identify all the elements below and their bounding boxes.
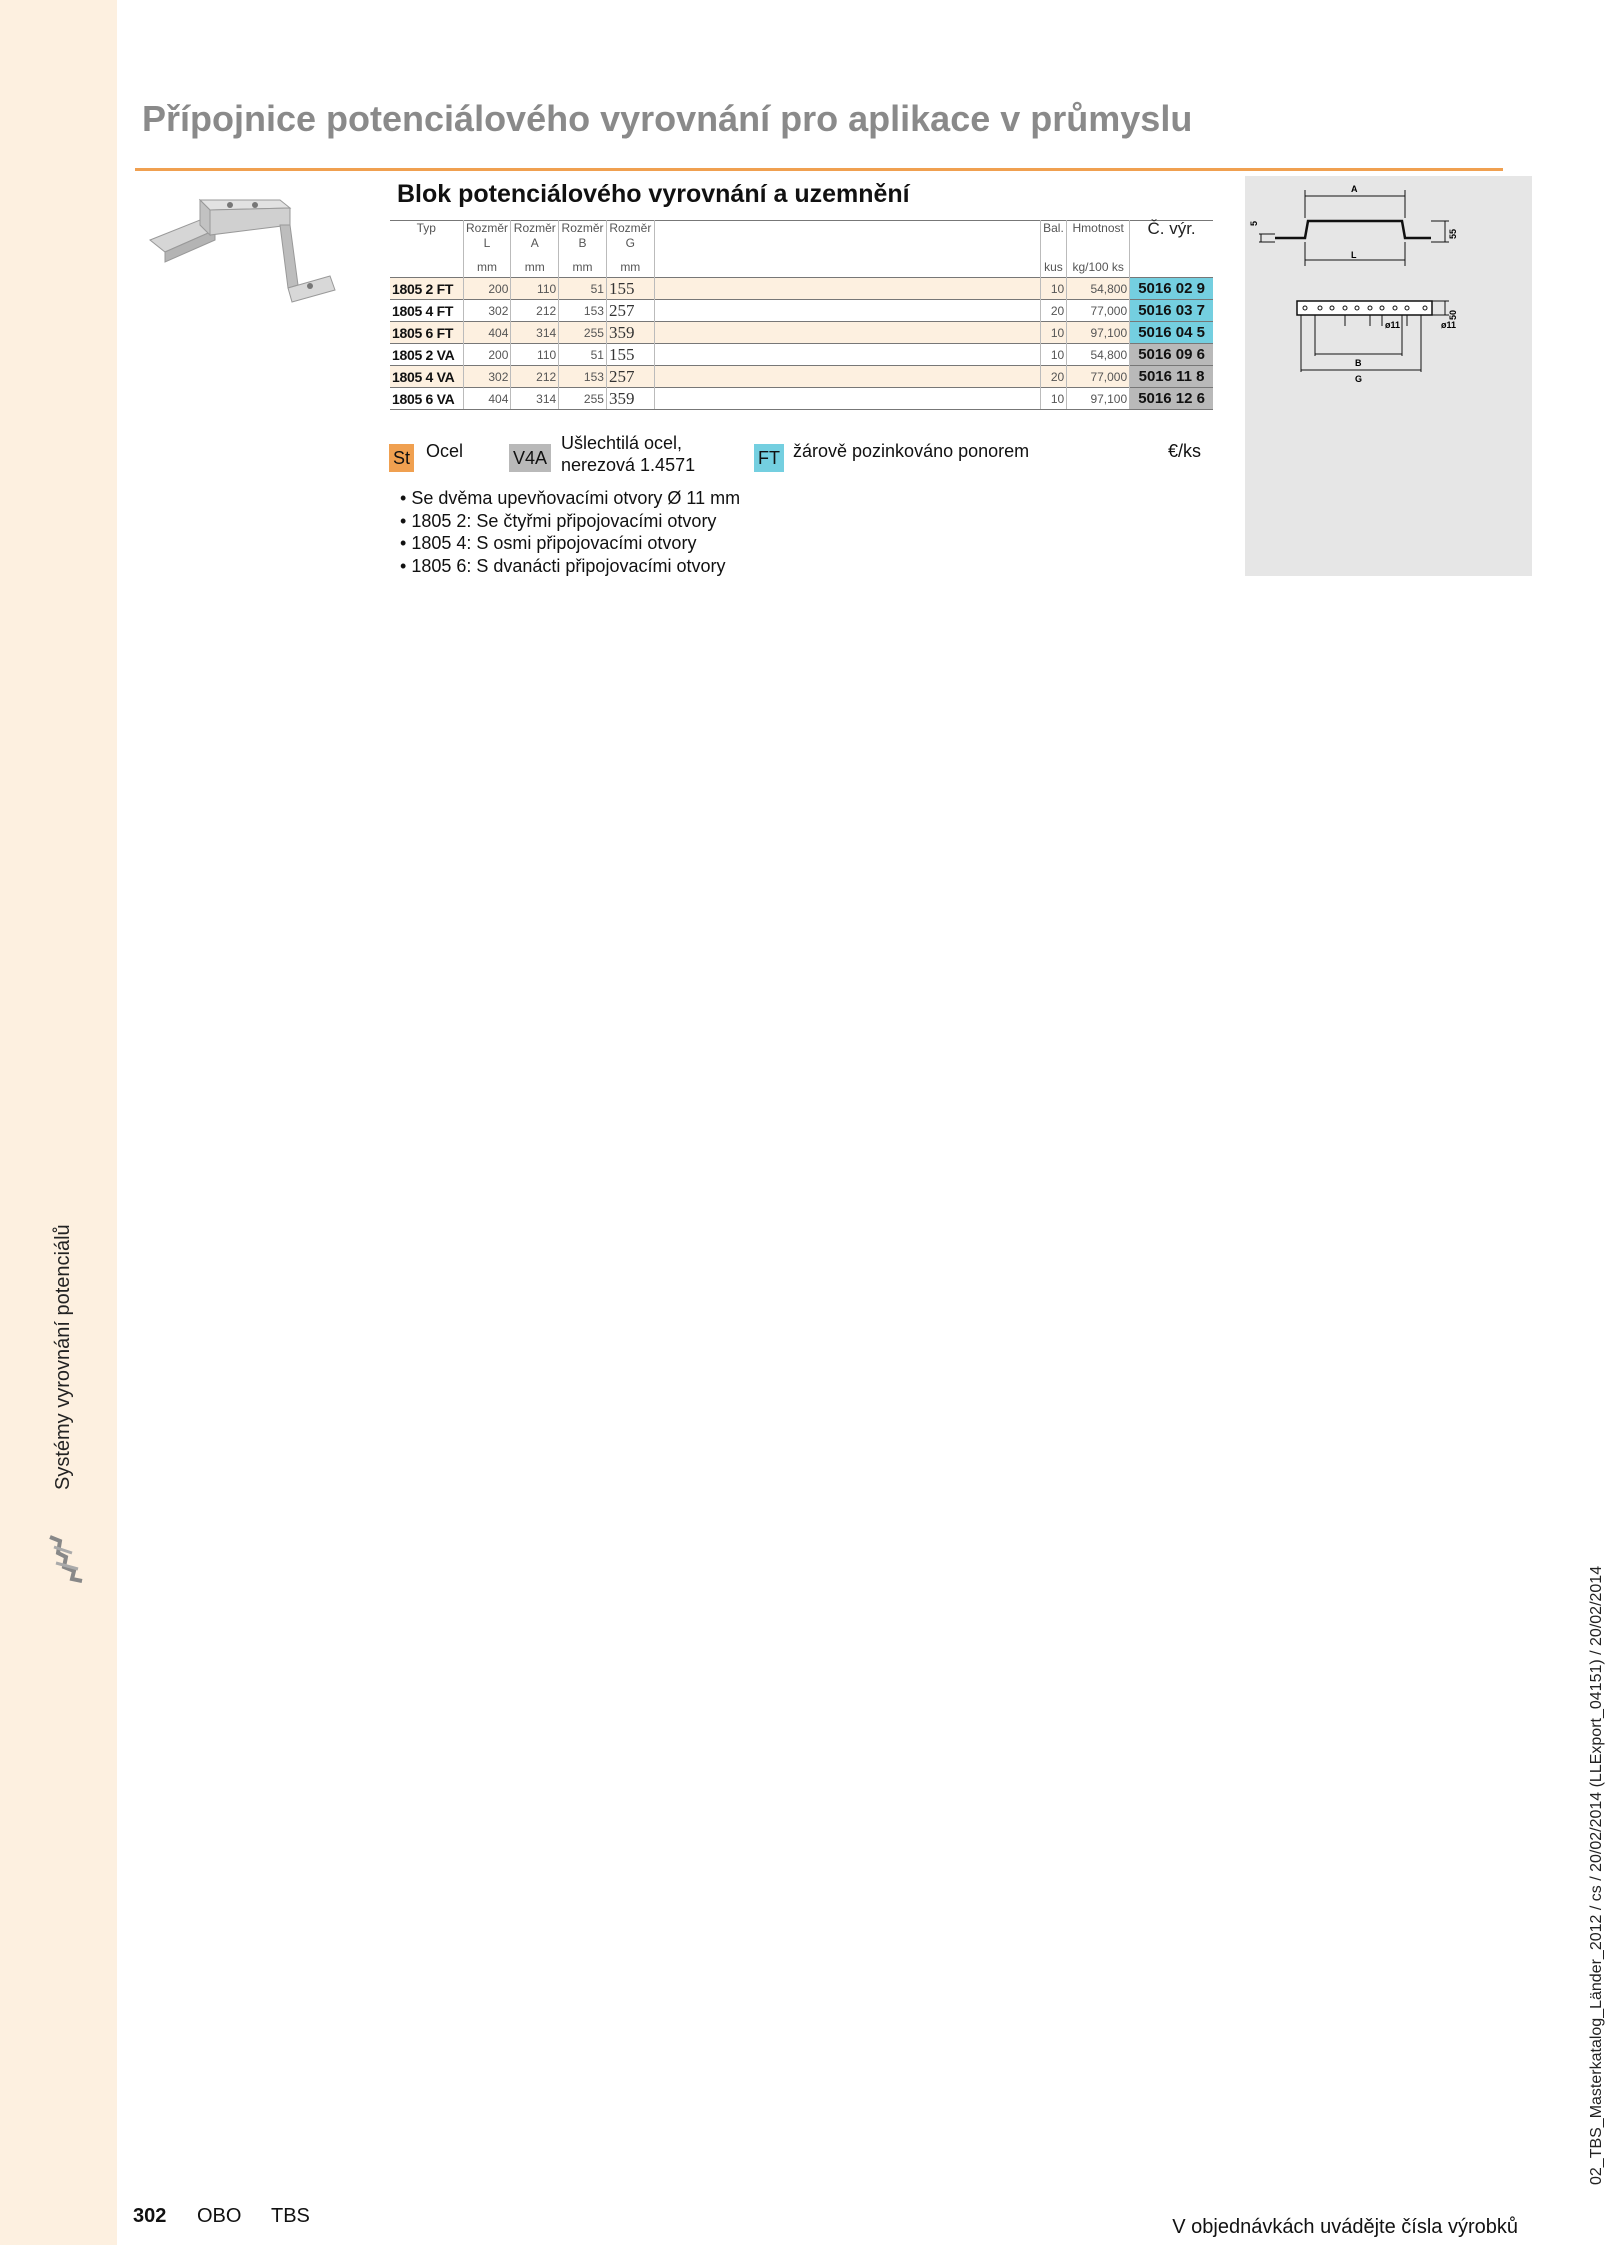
product-table bbox=[390, 220, 1213, 410]
table-row: 1805 4 FT 302 212 153 257 20 77,000 5016 03 7 bbox=[390, 300, 1213, 322]
list-item: • 1805 4: S osmi připojovacími otvory bbox=[400, 532, 740, 555]
article-number: 5016 11 8 bbox=[1130, 366, 1213, 388]
table-row: 1805 6 FT 404 314 255 359 10 97,100 5016 04 5 bbox=[390, 322, 1213, 344]
unit-g: mm bbox=[606, 257, 654, 278]
dim-5-label: 5 bbox=[1249, 220, 1259, 226]
unit-b: mm bbox=[559, 257, 607, 278]
dim-50-label: 50 bbox=[1448, 309, 1458, 320]
article-number: 5016 04 5 bbox=[1130, 322, 1213, 344]
title-divider bbox=[135, 168, 1503, 171]
sidebar bbox=[0, 0, 117, 2245]
table-unit-row bbox=[390, 257, 1213, 278]
table-row: 1805 2 VA 200 110 51 155 10 54,800 5016 09 6 bbox=[390, 344, 1213, 366]
v4a-label: Ušlechtilá ocel, nerezová 1.4571 bbox=[561, 433, 696, 475]
header-a: Rozměr A bbox=[511, 221, 559, 258]
table-row: 1805 6 VA 404 314 255 359 10 97,100 5016 12 6 bbox=[390, 388, 1213, 410]
list-item: • Se dvěma upevňovacími otvory Ø 11 mm bbox=[400, 487, 740, 510]
list-item: • 1805 2: Se čtyřmi připojovacími otvory bbox=[400, 510, 740, 533]
table-row: 1805 2 FT 200 110 51 155 10 54,800 5016 02 9 bbox=[390, 278, 1213, 300]
footer-brand: OBO bbox=[197, 2205, 242, 2227]
header-g: Rozměr G bbox=[606, 221, 654, 258]
dim-55-label: 55 bbox=[1448, 228, 1458, 239]
header-bal: Bal. bbox=[1040, 221, 1066, 258]
feature-list bbox=[400, 487, 740, 577]
st-label: Ocel bbox=[426, 441, 464, 461]
article-number: 5016 09 6 bbox=[1130, 344, 1213, 366]
dim-b-label: B bbox=[1355, 358, 1362, 368]
table-row: 1805 4 VA 302 212 153 257 20 77,000 5016 11 8 bbox=[390, 366, 1213, 388]
unit-bal: kus bbox=[1040, 257, 1066, 278]
ft-badge: FT bbox=[754, 444, 784, 472]
page-title: Přípojnice potenciálového vyrovnání pro aplikace v průmyslu bbox=[142, 98, 1193, 139]
header-hmotnost: Hmotnost bbox=[1067, 221, 1130, 258]
dim-a-label: A bbox=[1351, 184, 1358, 194]
article-number: 5016 03 7 bbox=[1130, 300, 1213, 322]
article-number: 5016 12 6 bbox=[1130, 388, 1213, 410]
unit-l: mm bbox=[463, 257, 511, 278]
list-item: • 1805 6: S dvanácti připojovacími otvory bbox=[400, 555, 740, 578]
hole-diameter-label: ø11 bbox=[1441, 320, 1457, 330]
product-name: Blok potenciálového vyrovnání a uzemnění bbox=[397, 180, 910, 208]
sidebar-section-title: Systémy vyrovnání potenciálů bbox=[52, 1224, 74, 1490]
hole-diameter-label: ø11 bbox=[1385, 320, 1401, 330]
product-photo bbox=[140, 180, 340, 330]
price-unit: €/ks bbox=[1168, 441, 1202, 461]
dim-l-label: L bbox=[1351, 250, 1357, 260]
footer-system: TBS bbox=[271, 2205, 310, 2227]
page-number: 302 bbox=[133, 2205, 167, 2227]
header-typ: Typ bbox=[390, 221, 463, 258]
unit-hmotnost: kg/100 ks bbox=[1067, 257, 1130, 278]
header-spacer bbox=[654, 221, 1040, 258]
top-view bbox=[1297, 301, 1449, 372]
v4a-badge: V4A bbox=[509, 444, 551, 472]
document-export-info: 02_TBS_Masterkatalog_Länder_2012 / cs / 20/02/2014 (LLExport_04151) / 20/02/2014 bbox=[1588, 1565, 1605, 2185]
footer-note: V objednávkách uvádějte čísla výrobků bbox=[1172, 2216, 1518, 2238]
unit-a: mm bbox=[511, 257, 559, 278]
table-header-row bbox=[390, 221, 1213, 258]
dim-g-label: G bbox=[1355, 374, 1363, 384]
section-logo-icon bbox=[44, 1533, 90, 1583]
header-article-number: Č. výr. bbox=[1130, 221, 1213, 258]
ft-label: žárově pozinkováno ponorem bbox=[793, 441, 1030, 461]
technical-drawing bbox=[1245, 176, 1532, 396]
profile-view bbox=[1275, 221, 1431, 238]
article-number: 5016 02 9 bbox=[1130, 278, 1213, 300]
header-b: Rozměr B bbox=[559, 221, 607, 258]
header-l: Rozměr L bbox=[463, 221, 511, 258]
st-badge: St bbox=[389, 444, 414, 472]
